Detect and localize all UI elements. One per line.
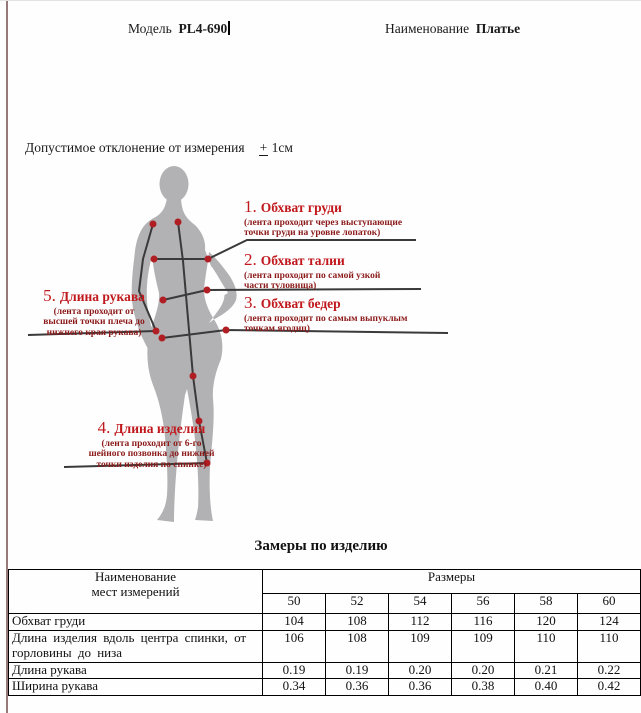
annotation-title: Обхват бедер [260, 296, 341, 311]
annotation-desc: (лента проходит от 6-го шейного позвонка до нижней точки изделия по спинке) [88, 439, 215, 470]
value-cell[interactable]: 0.22 [578, 663, 641, 679]
value-cell[interactable]: 109 [389, 631, 452, 663]
table-row [9, 614, 641, 631]
value-cell[interactable]: 0.20 [452, 663, 515, 679]
annotation-desc: (лента проходит от высшей точки плеча до нижнего края рукава) [43, 307, 145, 338]
row-name[interactable]: Обхват груди [9, 614, 263, 631]
size-cell[interactable]: 60 [578, 594, 641, 614]
name-label: Наименование [385, 21, 470, 36]
row-name[interactable]: Длина изделия вдоль центра спинки, от горловины до низа [9, 631, 263, 663]
annotation-number: 5. [43, 286, 56, 305]
value-cell[interactable]: 108 [326, 631, 389, 663]
value-cell[interactable]: 108 [326, 614, 389, 631]
value-cell[interactable]: 0.21 [515, 663, 578, 679]
annotation-chest [244, 198, 402, 239]
value-cell[interactable]: 104 [263, 614, 326, 631]
annotation-desc: (лента проходит по самой узкой части туловища) [244, 271, 381, 292]
row-name[interactable]: Длина рукава [9, 663, 263, 679]
annotation-item-length [64, 419, 239, 470]
annotation-desc: (лента проходит через выступающие точки груди на уровне лопаток) [244, 218, 403, 239]
value-cell[interactable]: 0.40 [515, 679, 578, 696]
annotation-title: Длина изделия [114, 421, 206, 436]
model-value[interactable]: PL4-690 [178, 21, 228, 36]
size-cell[interactable]: 58 [515, 594, 578, 614]
annotation-title: Длина рукава [59, 289, 145, 304]
value-cell[interactable]: 0.34 [263, 679, 326, 696]
column-header-sizes: Размеры [263, 570, 641, 594]
value-cell[interactable]: 112 [389, 614, 452, 631]
row-name[interactable]: Ширина рукава [9, 679, 263, 696]
annotation-desc: (лента проходит по самым выпуклым точкам ягодиц) [244, 314, 408, 335]
value-cell[interactable]: 109 [452, 631, 515, 663]
annotation-title: Обхват груди [260, 200, 342, 215]
annotation-sleeve-length [24, 287, 164, 338]
table-row [9, 663, 641, 679]
model-label: Модель [128, 21, 172, 36]
annotation-number: 1. [244, 197, 257, 216]
measurements-table [8, 569, 641, 696]
value-cell[interactable]: 116 [452, 614, 515, 631]
value-cell[interactable]: 106 [263, 631, 326, 663]
size-cell[interactable]: 54 [389, 594, 452, 614]
plus-minus-sign: + [259, 140, 268, 155]
table-row [9, 631, 641, 663]
annotation-number: 3. [244, 293, 257, 312]
annotation-number: 4. [97, 418, 111, 437]
annotation-number: 2. [244, 250, 257, 269]
value-cell[interactable]: 0.36 [389, 679, 452, 696]
name-value[interactable]: Платье [475, 21, 521, 36]
value-cell[interactable]: 0.19 [263, 663, 326, 679]
value-cell[interactable]: 0.19 [326, 663, 389, 679]
tolerance-text: Допустимое отклонение от измерения [25, 140, 245, 155]
size-cell[interactable]: 50 [263, 594, 326, 614]
value-cell[interactable]: 0.36 [326, 679, 389, 696]
annotation-title: Обхват талии [260, 253, 345, 268]
size-cell[interactable]: 52 [326, 594, 389, 614]
value-cell[interactable]: 0.38 [452, 679, 515, 696]
value-cell[interactable]: 110 [515, 631, 578, 663]
value-cell[interactable]: 0.42 [578, 679, 641, 696]
tolerance-value: 1см [271, 140, 293, 155]
size-cell[interactable]: 56 [452, 594, 515, 614]
table-title: Замеры по изделию [254, 538, 388, 554]
table-header-row [9, 570, 641, 594]
value-cell[interactable]: 0.20 [389, 663, 452, 679]
value-cell[interactable]: 124 [578, 614, 641, 631]
annotation-waist [244, 251, 380, 292]
value-cell[interactable]: 120 [515, 614, 578, 631]
annotation-hips [244, 294, 407, 335]
table-row [9, 679, 641, 696]
column-header-name: Наименование мест измерений [9, 570, 263, 614]
value-cell[interactable]: 110 [578, 631, 641, 663]
